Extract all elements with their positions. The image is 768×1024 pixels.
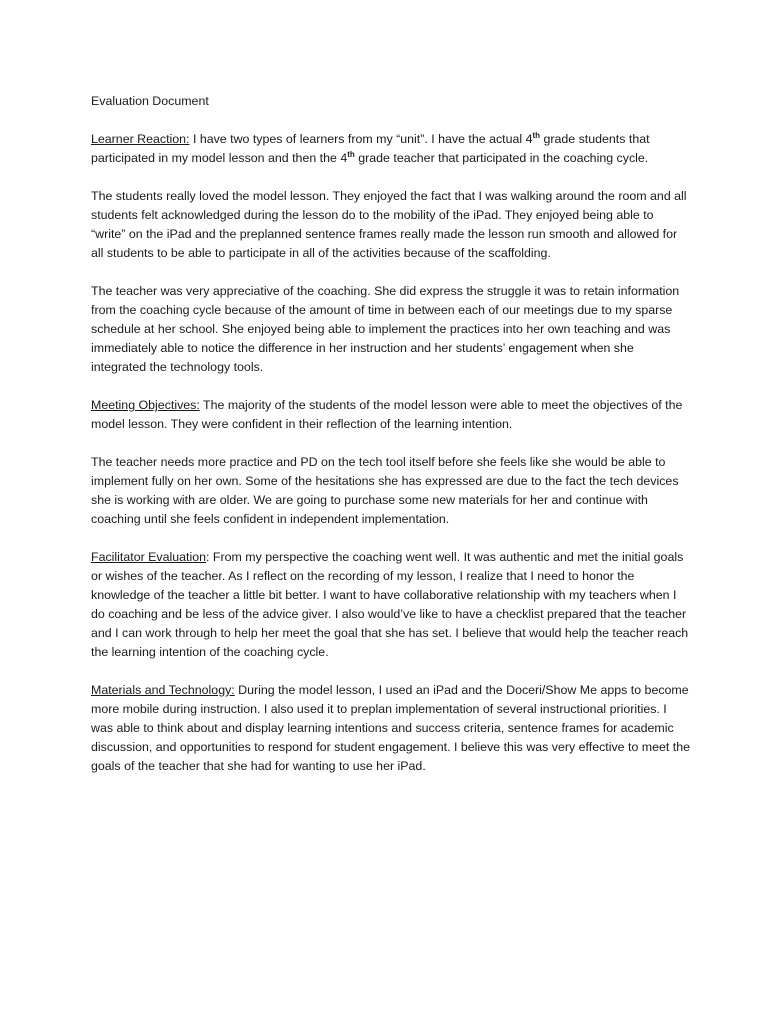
ordinal-suffix: th: [532, 130, 541, 140]
facilitator-evaluation-text: : From my perspective the coaching went well. It was authentic and met the initial goals or wishes of the teacher. As I reflect on the recording of my lesson, I realize that I need to honor the knowledge of the teacher a little bit better. I want to have collaborative relationship with my teachers when I do coaching and be less of the advice giver. I also would’ve like to have a checklist prepared that the teacher and I can work through to help her meet the goal that she has set. I believe that would help the teacher reach the learning intention of the coaching cycle.: [91, 550, 689, 659]
learner-reaction-text-3: grade teacher that participated in the coaching cycle.: [354, 151, 649, 165]
meeting-objectives-paragraph: [91, 396, 691, 434]
materials-technology-heading: Materials and Technology:: [91, 683, 235, 697]
meeting-objectives-heading: Meeting Objectives:: [91, 398, 200, 412]
document-page: [91, 92, 691, 795]
ordinal-suffix: th: [347, 149, 355, 159]
learner-reaction-paragraph: [91, 130, 691, 168]
document-title: Evaluation Document: [91, 94, 209, 108]
materials-technology-text: During the model lesson, I used an iPad and the Doceri/Show Me apps to become more mobile during instruction. I also used it to preplan implementation of several instructional priorities. I was able to think about and display learning intentions and success criteria, sentence frames for academic discussion, and opportunities to respond for student engagement. I believe this was very effective to meet the goals of the teacher that she had for wanting to use her iPad.: [91, 683, 691, 773]
materials-technology-paragraph: [91, 681, 691, 776]
facilitator-evaluation-paragraph: [91, 548, 691, 662]
students-paragraph: The students really loved the model lesson. They enjoyed the fact that I was walking around the room and all students felt acknowledged during the lesson do to the mobility of the iPad. They enjoyed being able to “write” on the iPad and the preplanned sentence frames really made the lesson run smooth and allowed for all students to be able to participate in all of the activities because of the scaffolding.: [91, 189, 687, 260]
meeting-objectives-text: The majority of the students of the model lesson were able to meet the objectives of the model lesson. They were confident in their reflection of the learning intention.: [91, 398, 683, 431]
learner-reaction-text-2: grade students that participated in my model lesson and then the 4: [91, 132, 650, 165]
practice-paragraph: The teacher needs more practice and PD on the tech tool itself before she feels like she would be able to implement fully on her own. Some of the hesitations she has expressed are due to the fact the tech devices she is working with are older. We are going to purchase some new materials for her and continue with coaching until she feels confident in independent implementation.: [91, 455, 679, 526]
facilitator-evaluation-heading: Facilitator Evaluation: [91, 550, 207, 564]
learner-reaction-heading: Learner Reaction:: [91, 132, 190, 146]
learner-reaction-text-1: I have two types of learners from my “unit”. I have the actual 4: [189, 132, 533, 146]
teacher-paragraph: The teacher was very appreciative of the coaching. She did express the struggle it was to retain information from the coaching cycle because of the amount of time in between each of our meetings due to my sparse schedule at her school. She enjoyed being able to implement the practices into her own teaching and was immediately able to notice the difference in her instruction and her students’ engagement when she integrated the technology tools.: [91, 284, 680, 374]
